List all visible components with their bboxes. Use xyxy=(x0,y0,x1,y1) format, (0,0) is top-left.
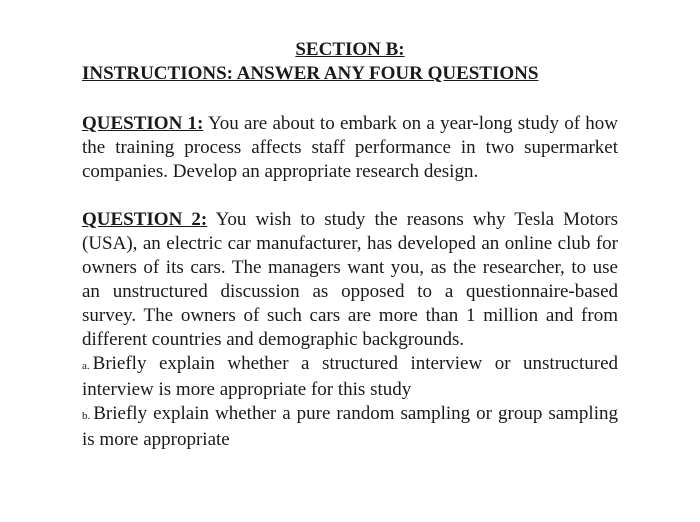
sub-item-a-text: Briefly explain whether a structured interview or unstructured interview is more appropriate for this study xyxy=(82,353,618,400)
document-page xyxy=(82,38,618,452)
question-1-text: You are about to embark on a year-long study of how the training process affects staff performance in two supermarket companies. Develop an appropriate research design. xyxy=(82,113,618,182)
question-2 xyxy=(82,208,618,352)
question-2-sub-item-a xyxy=(82,352,618,402)
sub-item-b-marker: b. xyxy=(82,410,91,422)
section-title: SECTION B: xyxy=(295,39,405,60)
question-2-text: You wish to study the reasons why Tesla Motors (USA), an electric car manufacturer, has developed an online club for owners of its cars. The managers want you, as the researcher, to use an unstructured discussion as opposed to a questionnaire-based survey. The owners of such cars are more than 1 million and from different countries and demographic backgrounds. xyxy=(82,209,618,350)
question-2-label: QUESTION 2: xyxy=(82,209,208,230)
sub-item-a-marker: a. xyxy=(82,360,90,372)
question-2-sub-item-b xyxy=(82,402,618,452)
sub-item-b-text: Briefly explain whether a pure random sampling or group sampling is more appropriate xyxy=(82,403,618,450)
instructions-heading: INSTRUCTIONS: ANSWER ANY FOUR QUESTIONS xyxy=(82,63,539,84)
question-1 xyxy=(82,112,618,184)
question-1-label: QUESTION 1: xyxy=(82,113,204,134)
